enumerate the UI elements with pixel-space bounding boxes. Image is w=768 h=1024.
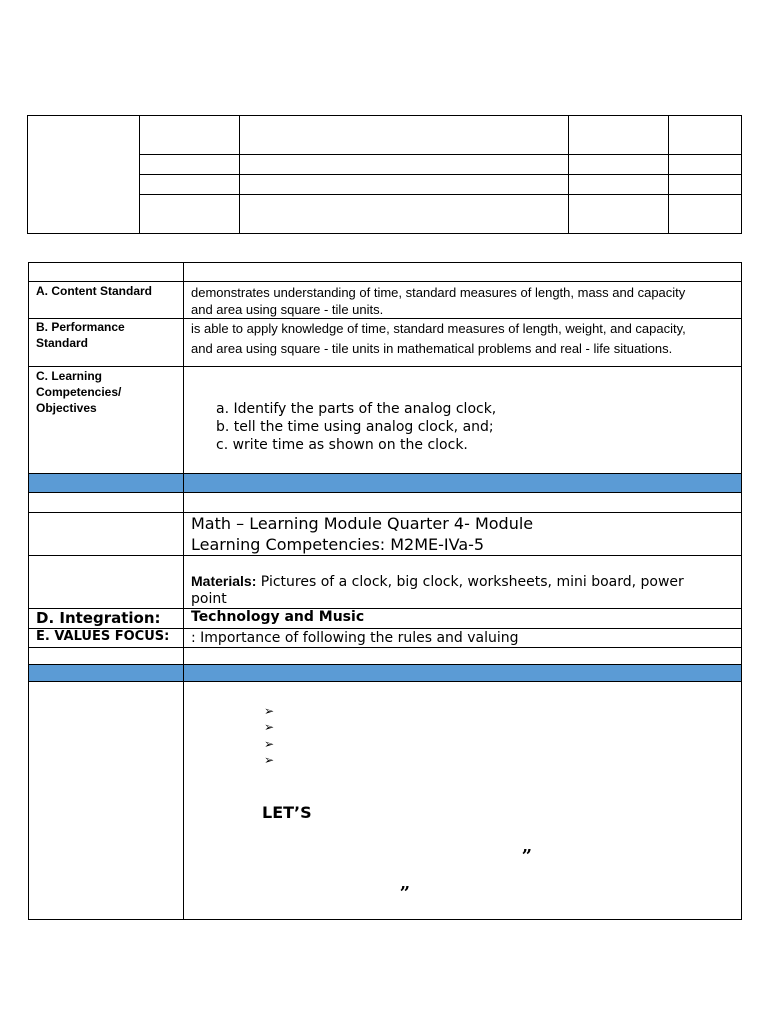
table-border: [27, 233, 742, 234]
table-border: [183, 262, 184, 920]
materials-text: Pictures of a clock, big clock, worksheets, mini board, power: [256, 574, 684, 590]
content-standard-text: and area using square - tile units.: [191, 302, 384, 317]
table-border: [28, 681, 742, 682]
values-focus-value: : Importance of following the rules and valuing: [191, 630, 519, 646]
performance-standard-label: Standard: [36, 336, 89, 350]
table-border: [139, 194, 742, 195]
table-border: [28, 281, 742, 282]
objective-item: b. tell the time using analog clock, and;: [216, 419, 494, 435]
module-title: Math – Learning Module Quarter 4- Module: [191, 514, 534, 533]
integration-label: D. Integration:: [36, 609, 161, 627]
arrow-bullet-icon: ➢: [264, 737, 275, 751]
materials-line: [191, 573, 684, 590]
content-standard-text: demonstrates understanding of time, standard measures of length, mass and capacity: [191, 285, 686, 300]
performance-standard-text: is able to apply knowledge of time, standard measures of length, weight, and capacity,: [191, 321, 686, 336]
module-competencies: Learning Competencies: M2ME-IVa-5: [191, 535, 485, 554]
table-border: [28, 492, 742, 493]
arrow-bullet-icon: ➢: [264, 720, 275, 734]
table-border: [28, 555, 742, 556]
competencies-label: Objectives: [36, 401, 97, 415]
table-border: [28, 473, 742, 474]
objective-item: c. write time as shown on the clock.: [216, 437, 468, 453]
arrow-bullet-icon: ➢: [264, 704, 275, 718]
table-border: [28, 664, 742, 665]
integration-value: Technology and Music: [191, 609, 365, 625]
competencies-label: Competencies/: [36, 385, 122, 399]
table-border: [27, 115, 28, 234]
table-border: [28, 512, 742, 513]
performance-standard-label: B. Performance: [36, 320, 125, 334]
section-band: [29, 474, 741, 492]
table-border: [28, 262, 742, 263]
procedure-heading: LET’S: [262, 803, 312, 822]
table-border: [27, 115, 742, 116]
objective-item: a. Identify the parts of the analog clock,: [216, 401, 497, 417]
section-band: [29, 665, 741, 681]
table-border: [741, 262, 742, 920]
table-border: [139, 154, 742, 155]
table-border: [28, 366, 742, 367]
table-border: [28, 647, 742, 648]
arrow-bullet-icon: ➢: [264, 753, 275, 767]
quote-mark: „: [400, 873, 411, 894]
values-focus-label: E. VALUES FOCUS:: [36, 629, 170, 644]
table-border: [139, 174, 742, 175]
performance-standard-text: and area using square - tile units in mathematical problems and real - life situations.: [191, 341, 673, 356]
content-standard-label: A. Content Standard: [36, 284, 152, 298]
competencies-label: C. Learning: [36, 369, 103, 383]
materials-text-cont: point: [191, 591, 227, 607]
materials-label: Materials:: [191, 573, 257, 589]
table-border: [28, 262, 29, 920]
quote-mark: „: [522, 836, 533, 857]
table-border: [28, 919, 742, 920]
